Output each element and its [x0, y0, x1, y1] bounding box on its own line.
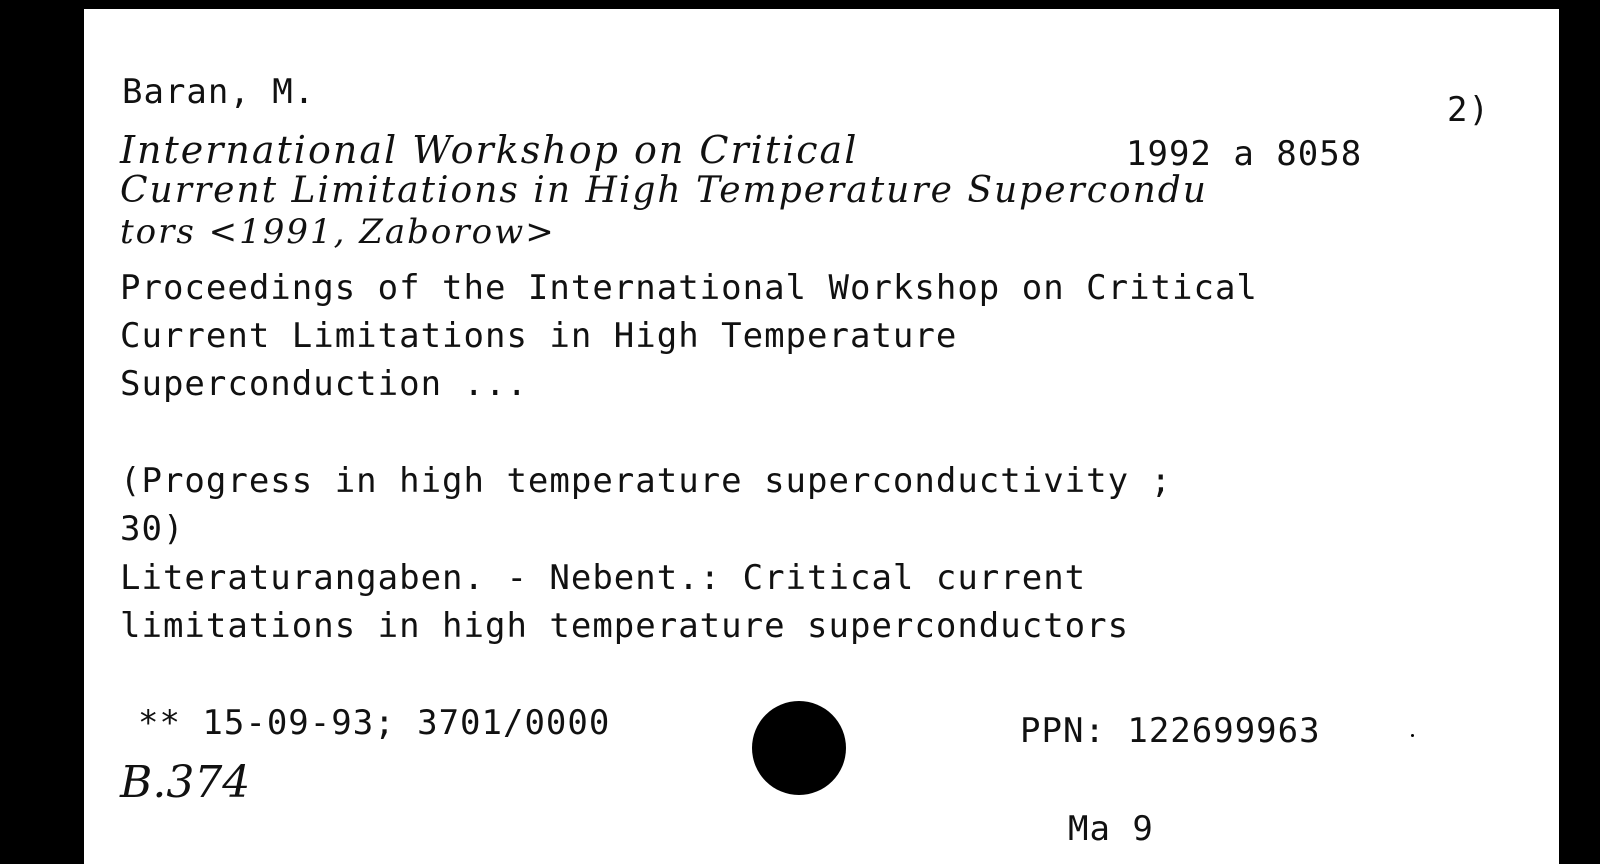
handwritten-heading-line-3: tors <1991, Zaborow>: [120, 212, 556, 252]
accession-number: 1992 a 8058: [1126, 134, 1363, 174]
punch-hole: [752, 701, 846, 795]
handwritten-heading-line-1: International Workshop on Critical: [120, 128, 859, 172]
dust-speck: [1411, 734, 1414, 737]
record-info: ** 15-09-93; 3701/0000: [138, 703, 611, 743]
title-line-2: Current Limitations in High Temperature: [120, 316, 958, 356]
card-number: 2): [1447, 90, 1490, 130]
notes-line-1: Literaturangaben. - Nebent.: Critical current: [120, 558, 1087, 598]
series-line-1: (Progress in high temperature superconductivity ;: [120, 461, 1173, 501]
catalog-card: [84, 9, 1559, 864]
author-name: Baran, M.: [122, 72, 316, 112]
title-line-1: Proceedings of the International Workshop on Critical: [120, 268, 1258, 308]
handwritten-heading-line-2: Current Limitations in High Temperature Supercondu: [120, 170, 1208, 211]
series-line-2: 30): [120, 509, 185, 549]
shelf-mark: B.374: [120, 757, 251, 808]
ppn-number: PPN: 122699963: [1020, 711, 1321, 751]
notes-line-2: limitations in high temperature superconductors: [120, 606, 1130, 646]
location-code: Ma 9: [1068, 809, 1154, 849]
title-line-3: Superconduction ...: [120, 364, 528, 404]
